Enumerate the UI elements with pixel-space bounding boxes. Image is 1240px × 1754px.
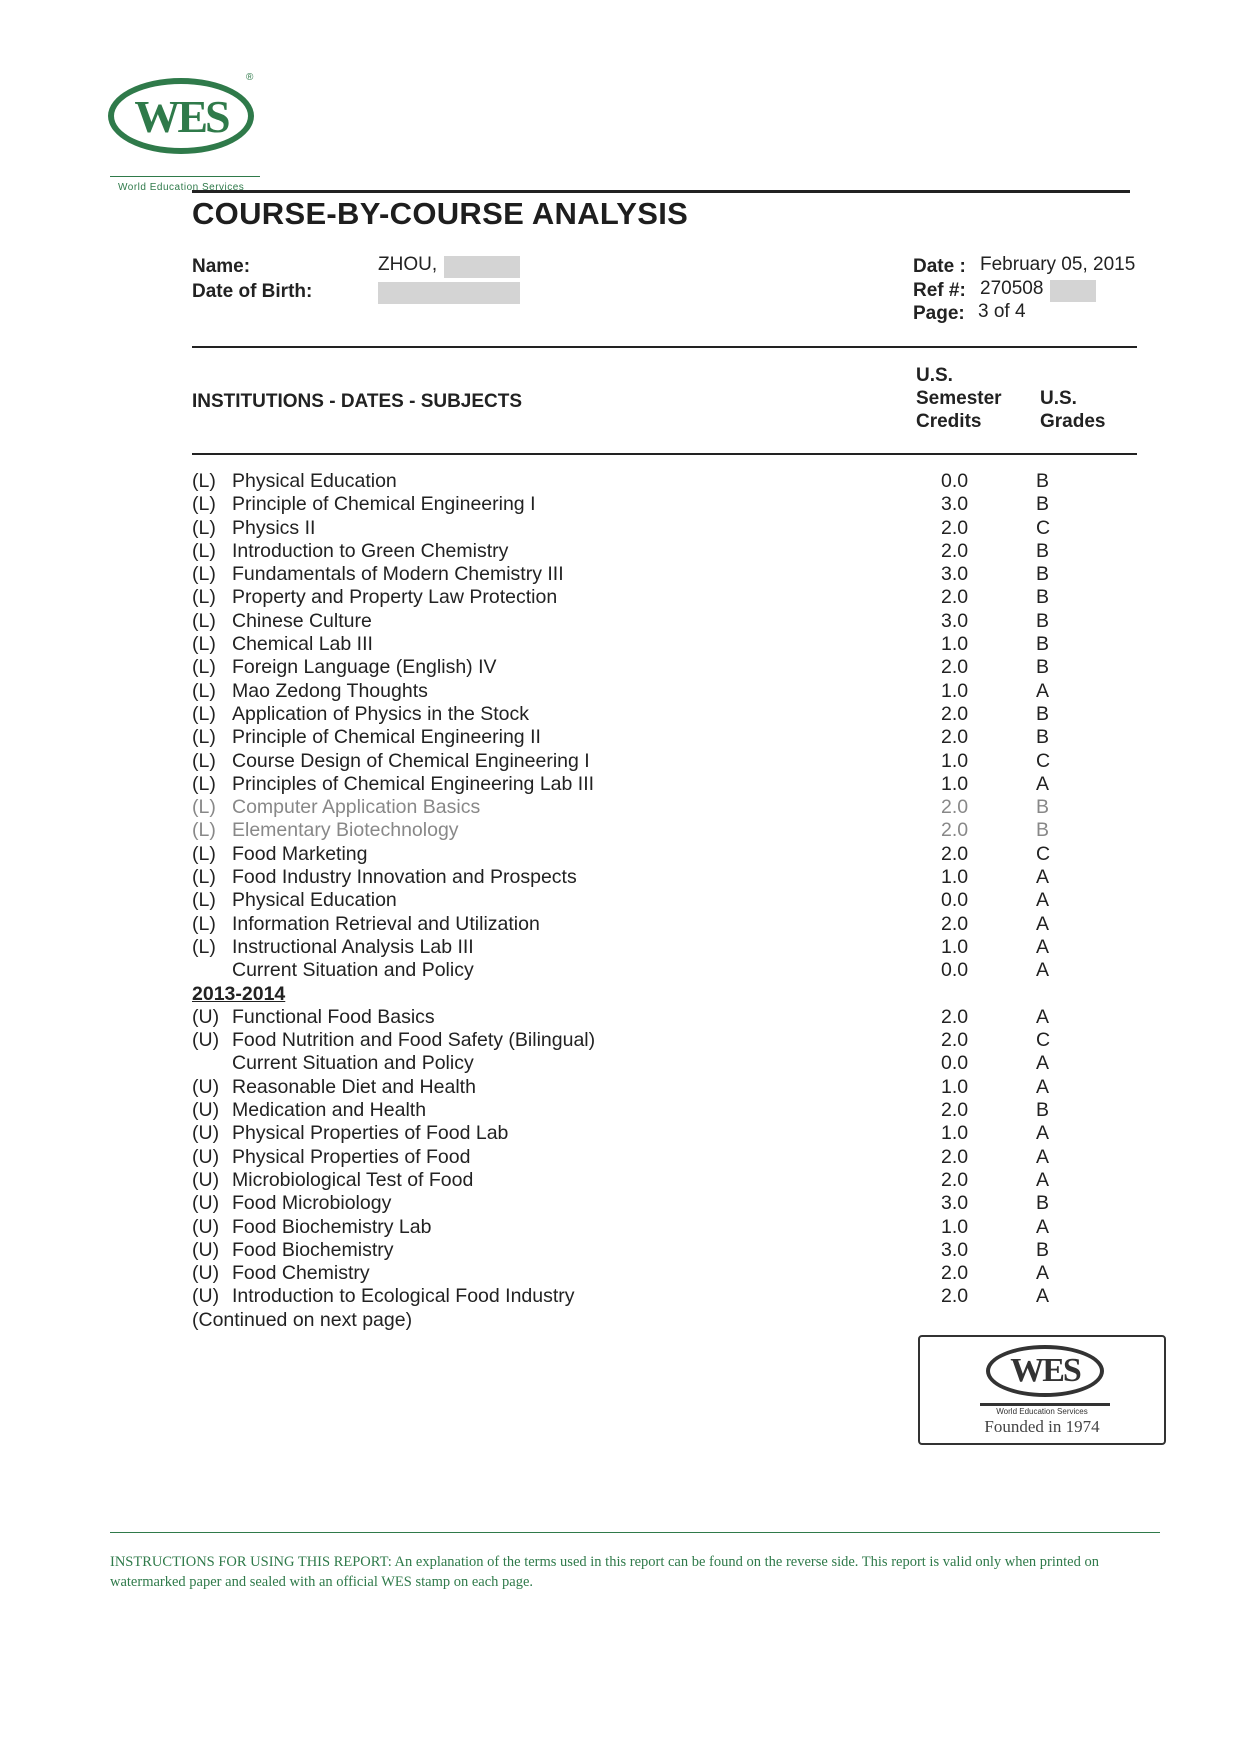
logo-subtitle: World Education Services xyxy=(118,182,245,193)
ref-value: 270508 xyxy=(980,278,1044,299)
course-code: (L) xyxy=(192,633,216,656)
course-name: Principles of Chemical Engineering Lab III xyxy=(232,772,595,795)
stamp-logo-text: WES xyxy=(1010,1352,1080,1389)
course-credits: 3.0 xyxy=(941,563,969,586)
course-grade: C xyxy=(1036,842,1051,865)
course-name: Elementary Biotechnology xyxy=(232,819,459,842)
table-row xyxy=(0,819,1240,842)
course-name: Property and Property Law Protection xyxy=(232,586,558,609)
table-row xyxy=(0,726,1240,749)
course-credits: 2.0 xyxy=(941,516,969,539)
course-credits: 2.0 xyxy=(941,912,969,935)
stamp-logo-oval xyxy=(986,1345,1104,1397)
credits-header-line2: Semester xyxy=(916,388,1002,409)
course-grade: A xyxy=(1036,1262,1050,1285)
course-grade: A xyxy=(1036,935,1050,958)
course-grade: C xyxy=(1036,749,1051,772)
course-code: (L) xyxy=(192,609,216,632)
course-grade: A xyxy=(1036,772,1050,795)
redaction-ref xyxy=(1050,280,1096,302)
year-heading xyxy=(0,983,1240,1006)
table-row xyxy=(0,1099,1240,1122)
table-row xyxy=(0,843,1240,866)
course-grade: B xyxy=(1036,493,1050,516)
continued-row xyxy=(0,1309,1240,1332)
course-grade: A xyxy=(1036,959,1050,982)
course-credits: 2.0 xyxy=(941,702,969,725)
course-credits: 3.0 xyxy=(941,1192,969,1215)
course-grade: B xyxy=(1036,1238,1050,1261)
year-label: 2013-2014 xyxy=(192,982,286,1005)
course-credits: 1.0 xyxy=(941,1122,969,1145)
course-credits: 1.0 xyxy=(941,935,969,958)
credits-header xyxy=(916,364,1002,433)
table-row xyxy=(0,633,1240,656)
table-row xyxy=(0,610,1240,633)
table-row xyxy=(0,1285,1240,1308)
course-code: (U) xyxy=(192,1285,220,1308)
course-code: (L) xyxy=(192,935,216,958)
course-grade: A xyxy=(1036,1168,1050,1191)
course-credits: 1.0 xyxy=(941,633,969,656)
course-grade: B xyxy=(1036,609,1050,632)
course-code: (L) xyxy=(192,819,216,842)
course-credits: 3.0 xyxy=(941,493,969,516)
course-code: (L) xyxy=(192,702,216,725)
course-grade: A xyxy=(1036,1285,1050,1308)
course-code: (U) xyxy=(192,1005,220,1028)
table-row xyxy=(0,680,1240,703)
course-code: (L) xyxy=(192,726,216,749)
course-code: (L) xyxy=(192,470,216,492)
table-row xyxy=(0,1239,1240,1262)
course-name: Physics II xyxy=(232,516,316,539)
table-row xyxy=(0,470,1240,493)
course-credits: 2.0 xyxy=(941,1168,969,1191)
course-code: (L) xyxy=(192,866,216,889)
course-credits: 2.0 xyxy=(941,1029,969,1052)
course-grade: A xyxy=(1036,889,1050,912)
course-code: (L) xyxy=(192,772,216,795)
course-code: (L) xyxy=(192,563,216,586)
table-row xyxy=(0,1029,1240,1052)
table-row xyxy=(0,563,1240,586)
course-code: (U) xyxy=(192,1192,220,1215)
course-list xyxy=(0,470,1240,1332)
course-name: Information Retrieval and Utilization xyxy=(232,912,540,935)
course-name: Chinese Culture xyxy=(232,609,372,632)
grades-header-line1: U.S. xyxy=(1040,388,1077,409)
course-code: (L) xyxy=(192,796,216,819)
course-name: Physical Education xyxy=(232,889,397,912)
course-code: (L) xyxy=(192,516,216,539)
stamp-subtitle: World Education Services xyxy=(996,1407,1088,1416)
course-name: Food Biochemistry xyxy=(232,1238,394,1261)
header-top-rule xyxy=(192,346,1137,348)
table-row xyxy=(0,703,1240,726)
course-name: Mao Zedong Thoughts xyxy=(232,679,428,702)
course-grade: B xyxy=(1036,539,1050,562)
table-row xyxy=(0,1052,1240,1075)
header-bottom-rule xyxy=(192,453,1137,455)
course-name: Principle of Chemical Engineering II xyxy=(232,726,541,749)
course-grade: B xyxy=(1036,702,1050,725)
table-row xyxy=(0,586,1240,609)
course-credits: 0.0 xyxy=(941,470,969,492)
course-name: Course Design of Chemical Engineering I xyxy=(232,749,590,772)
table-row xyxy=(0,889,1240,912)
table-row xyxy=(0,750,1240,773)
table-row xyxy=(0,540,1240,563)
footer-rule xyxy=(110,1532,1160,1533)
course-name: Microbiological Test of Food xyxy=(232,1168,474,1191)
stamp-divider xyxy=(980,1403,1110,1406)
course-code: (U) xyxy=(192,1075,220,1098)
wes-logo xyxy=(108,72,268,193)
course-name: Principle of Chemical Engineering I xyxy=(232,493,536,516)
name-label: Name: xyxy=(192,256,251,277)
course-grade: A xyxy=(1036,866,1050,889)
table-row xyxy=(0,936,1240,959)
course-credits: 1.0 xyxy=(941,866,969,889)
course-code: (U) xyxy=(192,1238,220,1261)
wes-logo-text: WES xyxy=(134,90,228,142)
course-code: (U) xyxy=(192,1215,220,1238)
course-credits: 0.0 xyxy=(941,889,969,912)
course-credits: 1.0 xyxy=(941,679,969,702)
table-row xyxy=(0,1192,1240,1215)
table-row xyxy=(0,1122,1240,1145)
course-credits: 1.0 xyxy=(941,1215,969,1238)
course-credits: 2.0 xyxy=(941,796,969,819)
table-row xyxy=(0,959,1240,982)
page-title: COURSE-BY-COURSE ANALYSIS xyxy=(192,196,689,231)
name-value: ZHOU, xyxy=(378,254,438,275)
stamp-founded: Founded in 1974 xyxy=(984,1417,1100,1436)
course-grade: B xyxy=(1036,633,1050,656)
course-grade: B xyxy=(1036,819,1050,842)
credits-header-line1: U.S. xyxy=(916,365,953,386)
table-row xyxy=(0,913,1240,936)
table-row xyxy=(0,796,1240,819)
course-credits: 2.0 xyxy=(941,656,969,679)
course-name: Introduction to Ecological Food Industry xyxy=(232,1285,575,1308)
course-name: Application of Physics in the Stock xyxy=(232,702,529,725)
course-grade: A xyxy=(1036,1122,1050,1145)
course-code: (L) xyxy=(192,842,216,865)
course-name: Physical Properties of Food xyxy=(232,1145,471,1168)
course-grade: A xyxy=(1036,679,1050,702)
course-credits: 0.0 xyxy=(941,1052,969,1075)
course-code: (U) xyxy=(192,1029,220,1052)
course-code: (U) xyxy=(192,1168,220,1191)
course-code: (L) xyxy=(192,679,216,702)
course-name: Current Situation and Policy xyxy=(232,959,474,982)
course-name: Fundamentals of Modern Chemistry III xyxy=(232,563,564,586)
course-credits: 2.0 xyxy=(941,539,969,562)
table-row xyxy=(0,866,1240,889)
wes-logo-oval xyxy=(108,78,254,154)
course-grade: B xyxy=(1036,563,1050,586)
table-row xyxy=(0,517,1240,540)
course-credits: 2.0 xyxy=(941,726,969,749)
grades-header xyxy=(1040,387,1105,433)
course-code: (L) xyxy=(192,586,216,609)
date-value: February 05, 2015 xyxy=(980,254,1136,275)
course-grade: A xyxy=(1036,1005,1050,1028)
course-grade: A xyxy=(1036,1215,1050,1238)
course-name: Introduction to Green Chemistry xyxy=(232,539,509,562)
course-name: Foreign Language (English) IV xyxy=(232,656,497,679)
course-grade: A xyxy=(1036,1052,1050,1075)
page-value: 3 of 4 xyxy=(978,301,1026,322)
course-grade: B xyxy=(1036,1192,1050,1215)
course-grade: B xyxy=(1036,1099,1050,1122)
table-row xyxy=(0,493,1240,516)
course-credits: 2.0 xyxy=(941,1145,969,1168)
course-name: Medication and Health xyxy=(232,1099,427,1122)
course-grade: C xyxy=(1036,516,1051,539)
course-name: Physical Education xyxy=(232,470,397,492)
table-row xyxy=(0,1076,1240,1099)
course-credits: 2.0 xyxy=(941,1005,969,1028)
course-credits: 2.0 xyxy=(941,842,969,865)
course-name: Food Nutrition and Food Safety (Bilingual) xyxy=(232,1029,596,1052)
course-name: Current Situation and Policy xyxy=(232,1052,474,1075)
table-row xyxy=(0,1262,1240,1285)
course-code: (U) xyxy=(192,1262,220,1285)
course-name: Food Chemistry xyxy=(232,1262,370,1285)
table-row xyxy=(0,1146,1240,1169)
course-code: (U) xyxy=(192,1099,220,1122)
course-credits: 2.0 xyxy=(941,1285,969,1308)
course-credits: 0.0 xyxy=(941,959,969,982)
table-row xyxy=(0,1216,1240,1239)
course-code: (L) xyxy=(192,539,216,562)
course-grade: B xyxy=(1036,796,1050,819)
course-grade: C xyxy=(1036,1029,1051,1052)
course-credits: 1.0 xyxy=(941,772,969,795)
course-name: Food Marketing xyxy=(232,842,368,865)
footer-instructions: INSTRUCTIONS FOR USING THIS REPORT: An explanation of the terms used in this report can be found on the reverse side. This report is valid only when printed on watermarked paper and sealed with an official WES stamp on each page. xyxy=(110,1554,1099,1590)
course-grade: A xyxy=(1036,912,1050,935)
course-credits: 2.0 xyxy=(941,819,969,842)
course-name: Chemical Lab III xyxy=(232,633,373,656)
page-label: Page: xyxy=(913,303,965,324)
course-code: (L) xyxy=(192,912,216,935)
course-code: (U) xyxy=(192,1122,220,1145)
course-grade: B xyxy=(1036,586,1050,609)
course-name: Food Biochemistry Lab xyxy=(232,1215,432,1238)
course-credits: 1.0 xyxy=(941,1075,969,1098)
title-rule xyxy=(192,190,1130,193)
course-code: (U) xyxy=(192,1145,220,1168)
logo-divider xyxy=(110,176,260,177)
course-name: Computer Application Basics xyxy=(232,796,481,819)
continued-note: (Continued on next page) xyxy=(192,1308,413,1331)
course-credits: 2.0 xyxy=(941,586,969,609)
grades-header-line2: Grades xyxy=(1040,411,1106,432)
course-credits: 1.0 xyxy=(941,749,969,772)
subjects-header: INSTITUTIONS - DATES - SUBJECTS xyxy=(192,391,523,412)
course-grade: B xyxy=(1036,656,1050,679)
course-name: Functional Food Basics xyxy=(232,1005,435,1028)
wes-stamp xyxy=(918,1335,1166,1445)
course-credits: 3.0 xyxy=(941,609,969,632)
course-grade: A xyxy=(1036,1075,1050,1098)
redaction-dob xyxy=(378,282,520,304)
table-row xyxy=(0,1006,1240,1029)
course-credits: 2.0 xyxy=(941,1099,969,1122)
course-credits: 2.0 xyxy=(941,1262,969,1285)
course-credits: 3.0 xyxy=(941,1238,969,1261)
date-label: Date : xyxy=(913,256,966,277)
course-name: Reasonable Diet and Health xyxy=(232,1075,476,1098)
ref-label: Ref #: xyxy=(913,280,966,301)
course-grade: B xyxy=(1036,726,1050,749)
course-code: (L) xyxy=(192,749,216,772)
dob-label: Date of Birth: xyxy=(192,281,313,302)
course-name: Instructional Analysis Lab III xyxy=(232,935,474,958)
registered-mark: ® xyxy=(246,72,254,83)
course-code: (L) xyxy=(192,493,216,516)
credits-header-line3: Credits xyxy=(916,411,982,432)
table-row xyxy=(0,656,1240,679)
course-grade: A xyxy=(1036,1145,1050,1168)
course-name: Food Microbiology xyxy=(232,1192,392,1215)
table-row xyxy=(0,773,1240,796)
course-code: (L) xyxy=(192,656,216,679)
course-name: Food Industry Innovation and Prospects xyxy=(232,866,577,889)
redaction-name xyxy=(444,256,520,278)
table-row xyxy=(0,1169,1240,1192)
course-grade: B xyxy=(1036,470,1050,492)
course-code: (L) xyxy=(192,889,216,912)
course-name: Physical Properties of Food Lab xyxy=(232,1122,509,1145)
